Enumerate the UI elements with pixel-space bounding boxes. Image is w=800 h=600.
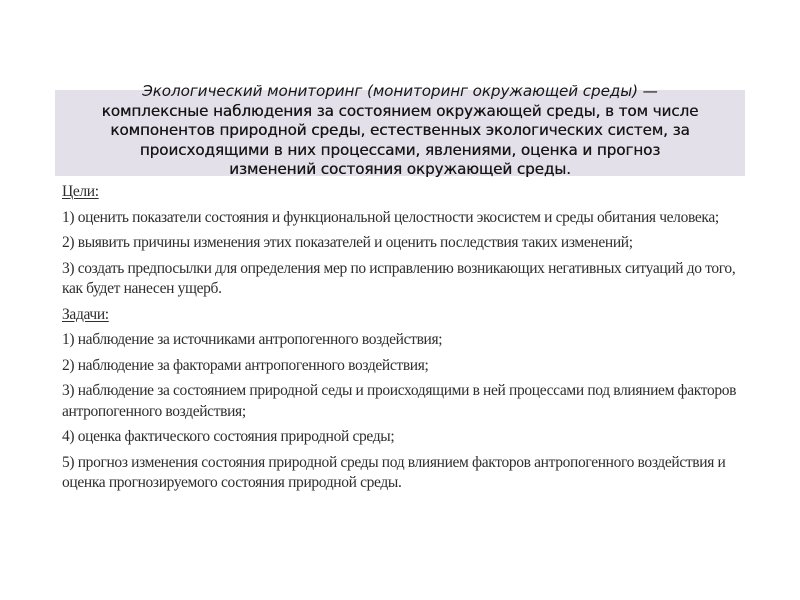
task-item: 3) наблюдение за состоянием природной седы и происходящими в ней процессами под влиянием факторов антропогенного воздействия; bbox=[62, 382, 737, 420]
goals-heading: Цели: bbox=[62, 183, 99, 200]
goal-item: 3) создать предпосылки для определения мер по исправлению возникающих негативных ситуаций до того, как будет нанесен ущерб. bbox=[62, 259, 736, 297]
task-item: 1) наблюдение за источниками антропогенного воздействия; bbox=[62, 331, 443, 348]
definition-term: Экологический мониторинг (мониторинг окружающей среды) — bbox=[142, 82, 658, 100]
task-item: 2) наблюдение за факторами антропогенного воздействия; bbox=[62, 356, 429, 374]
goal-item: 1) оценить показатели состояния и функциональной целостности экосистем и среды обитания человека; bbox=[62, 208, 719, 226]
definition-line-2: компонентов природной среды, естественных экологических систем, за bbox=[110, 121, 690, 140]
definition-line-4: изменений состояния окружающей среды. bbox=[229, 160, 571, 179]
definition-block bbox=[55, 82, 745, 180]
task-item: 5) прогноз изменения состояния природной среды под влиянием факторов антропогенного воздействия и оценка прогнозируемого состояния природной среды. bbox=[62, 453, 726, 491]
definition-line-1: комплексные наблюдения за состоянием окружающей среды, в том числе bbox=[101, 101, 699, 120]
tasks-heading: Задачи: bbox=[62, 305, 109, 323]
definition-line-3: происходящими в них процессами, явлениями, оценка и прогноз bbox=[139, 140, 661, 159]
task-item: 4) оценка фактического состояния природной среды; bbox=[62, 428, 395, 445]
content-body bbox=[62, 182, 742, 499]
goal-item: 2) выявить причины изменения этих показателей и оценить последствия таких изменений; bbox=[62, 234, 633, 251]
